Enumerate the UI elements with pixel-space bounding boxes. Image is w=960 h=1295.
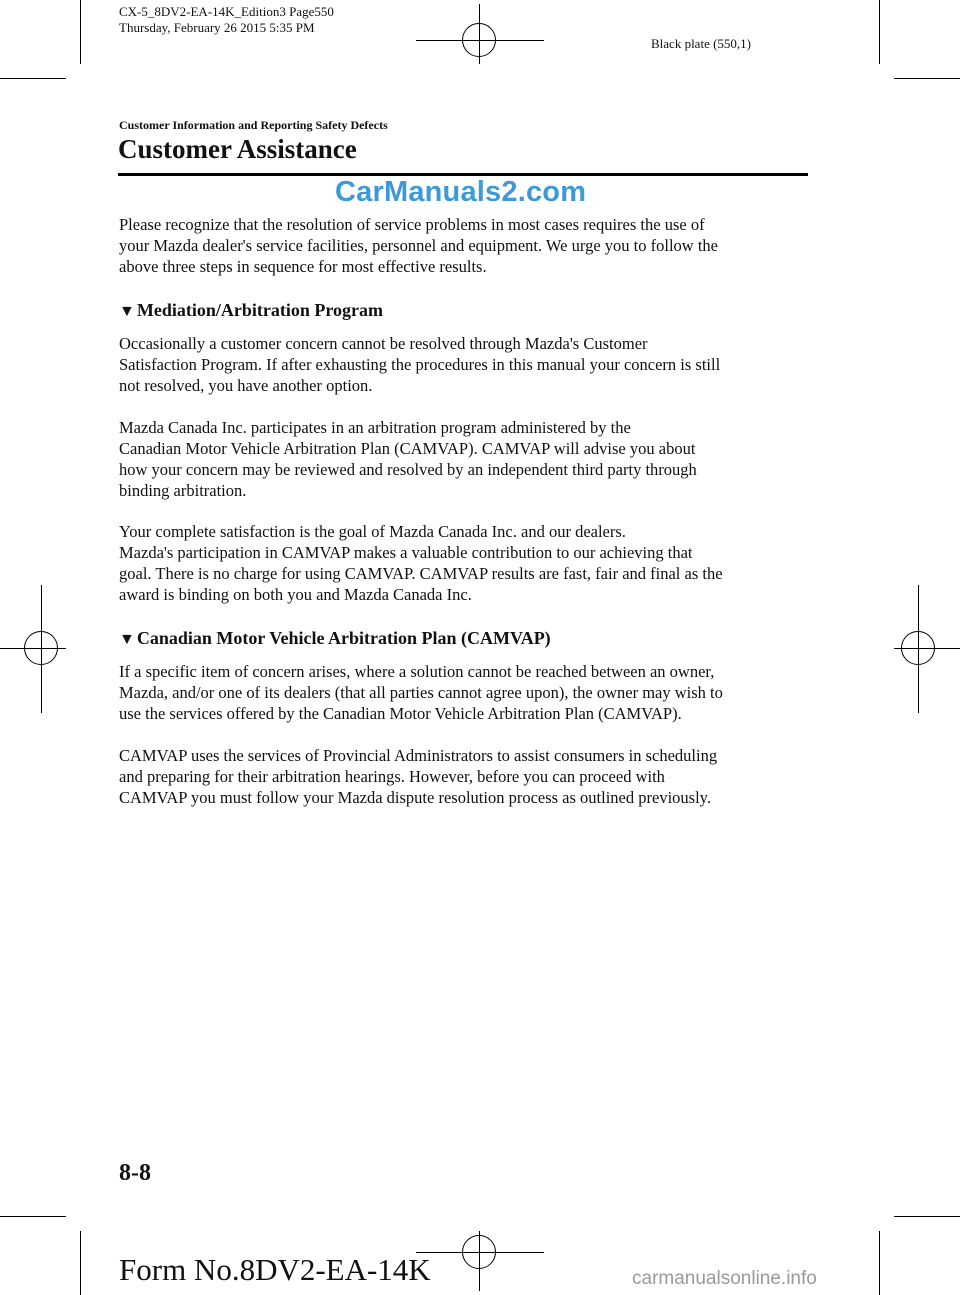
form-number: Form No.8DV2-EA-14K — [119, 1252, 431, 1287]
heading-text: Canadian Motor Vehicle Arbitration Plan (CAMVAP) — [136, 628, 551, 648]
text-line: binding arbitration. — [119, 481, 247, 500]
text-line: goal. There is no charge for using CAMVAP. CAMVAP results are fast, fair and final as the — [119, 564, 723, 583]
print-date-line: Thursday, February 26 2015 5:35 PM — [119, 20, 315, 35]
camvap-paragraph-2 — [119, 745, 814, 808]
text-line: use the services offered by the Canadian Motor Vehicle Arbitration Plan (CAMVAP). — [119, 704, 682, 723]
text-line: Canadian Motor Vehicle Arbitration Plan (CAMVAP). CAMVAP will advise you about — [119, 439, 696, 458]
footer-watermark: carmanualsonline.info — [632, 1268, 817, 1289]
text-line: how your concern may be reviewed and resolved by an independent third party through — [119, 460, 697, 479]
mediation-paragraph-3 — [119, 521, 814, 605]
print-plate: Black plate (550,1) — [651, 36, 751, 51]
text-line: Please recognize that the resolution of service problems in most cases requires the use of — [119, 215, 705, 234]
mediation-paragraph-2 — [119, 417, 814, 501]
text-line: Mazda, and/or one of its dealers (that all parties cannot agree upon), the owner may wish to — [119, 683, 723, 702]
text-line: Satisfaction Program. If after exhausting the procedures in this manual your concern is still — [119, 355, 721, 374]
watermark-logo: CarManuals2.com — [335, 176, 587, 208]
text-line: CAMVAP you must follow your Mazda dispute resolution process as outlined previously. — [119, 788, 711, 807]
triangle-marker-icon: ▼ — [119, 631, 135, 648]
text-line: CAMVAP uses the services of Provincial Administrators to assist consumers in scheduling — [119, 746, 718, 765]
print-file-line: CX-5_8DV2-EA-14K_Edition3 Page550 — [119, 4, 334, 19]
text-line: your Mazda dealer's service facilities, personnel and equipment. We urge you to follow the — [119, 236, 718, 255]
text-line: award is binding on both you and Mazda Canada Inc. — [119, 585, 472, 604]
text-line: Occasionally a customer concern cannot be resolved through Mazda's Customer — [119, 334, 648, 353]
section-heading-camvap — [119, 627, 551, 651]
mediation-paragraph-1 — [119, 333, 814, 396]
text-line: Mazda Canada Inc. participates in an arbitration program administered by the — [119, 418, 631, 437]
camvap-paragraph-1 — [119, 661, 814, 724]
text-line: not resolved, you have another option. — [119, 376, 373, 395]
text-line: Mazda's participation in CAMVAP makes a valuable contribution to our achieving that — [119, 543, 693, 562]
section-label: Customer Information and Reporting Safety Defects — [119, 118, 388, 132]
heading-text: Mediation/Arbitration Program — [136, 300, 383, 320]
text-line: If a specific item of concern arises, where a solution cannot be reached between an owner, — [119, 662, 715, 681]
page-number: 8-8 — [119, 1160, 151, 1186]
intro-paragraph — [119, 214, 814, 277]
text-line: and preparing for their arbitration hearings. However, before you can proceed with — [119, 767, 665, 786]
page-title: Customer Assistance — [118, 134, 357, 164]
section-heading-mediation — [119, 299, 383, 323]
triangle-marker-icon: ▼ — [119, 303, 135, 320]
text-line: Your complete satisfaction is the goal of Mazda Canada Inc. and our dealers. — [119, 522, 626, 541]
text-line: above three steps in sequence for most effective results. — [119, 257, 487, 276]
